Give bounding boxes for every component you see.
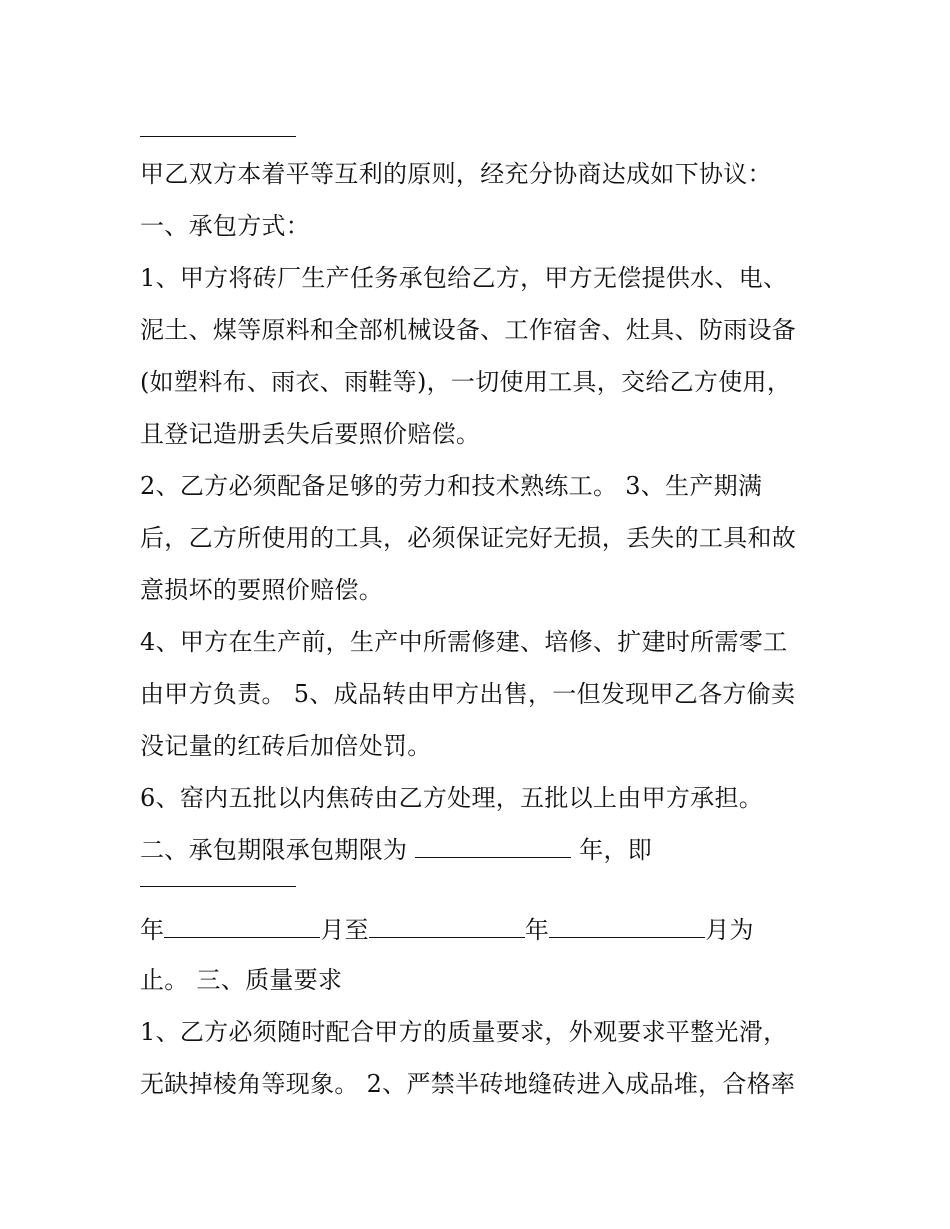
date-month-label: 月至: [320, 916, 369, 944]
date-year-label: 年: [140, 916, 165, 944]
text-line: 泥土、煤等原料和全部机械设备、工作宿舍、灶具、防雨设备: [140, 316, 797, 344]
fill-in-blank: [140, 136, 296, 137]
section-heading: 一、承包方式：: [140, 212, 311, 240]
text-line: 意损坏的要照价赔偿。: [140, 576, 383, 604]
term-suffix: 年，即: [579, 836, 653, 864]
fill-in-blank: [164, 913, 320, 938]
text-line: 4、甲方在生产前，生产中所需修建、培修、扩建时所需零工: [140, 628, 788, 656]
term-line: [140, 832, 652, 868]
text-line: 1、甲方将砖厂生产任务承包给乙方，甲方无偿提供水、电、: [140, 264, 788, 292]
text-line: 甲乙双方本着平等互利的原则，经充分协商达成如下协议：: [140, 160, 772, 188]
term-prefix: 二、承包期限承包期限为: [140, 836, 408, 864]
fill-in-blank: [140, 886, 296, 887]
date-year-label: 年: [524, 916, 550, 944]
text-line: 6、窑内五批以内焦砖由乙方处理，五批以上由甲方承担。: [140, 784, 764, 812]
fill-in-blank: [549, 913, 705, 938]
fill-in-blank: [415, 833, 571, 858]
text-line: 无缺掉棱角等现象。 2、严禁半砖地缝砖进入成品堆，合格率: [140, 1070, 796, 1098]
text-line: 没记量的红砖后加倍处罚。: [140, 732, 432, 760]
text-line: 2、乙方必须配备足够的劳力和技术熟练工。 3、生产期满: [140, 472, 763, 500]
fill-in-blank: [369, 913, 525, 938]
text-line: 后，乙方所使用的工具，必须保证完好无损，丢失的工具和故: [140, 524, 797, 552]
date-month-label: 月为: [705, 916, 754, 944]
text-line: 且登记造册丢失后要照价赔偿。: [140, 420, 481, 448]
text-line: 止。 三、质量要求: [140, 966, 343, 994]
text-line: (如塑料布、雨衣、雨鞋等)，一切使用工具，交给乙方使用，: [140, 368, 792, 396]
text-line: 由甲方负责。 5、成品转由甲方出售，一但发现甲乙各方偷卖: [140, 680, 796, 708]
text-line: 1、乙方必须随时配合甲方的质量要求，外观要求平整光滑，: [140, 1018, 788, 1046]
date-line: [140, 912, 754, 948]
